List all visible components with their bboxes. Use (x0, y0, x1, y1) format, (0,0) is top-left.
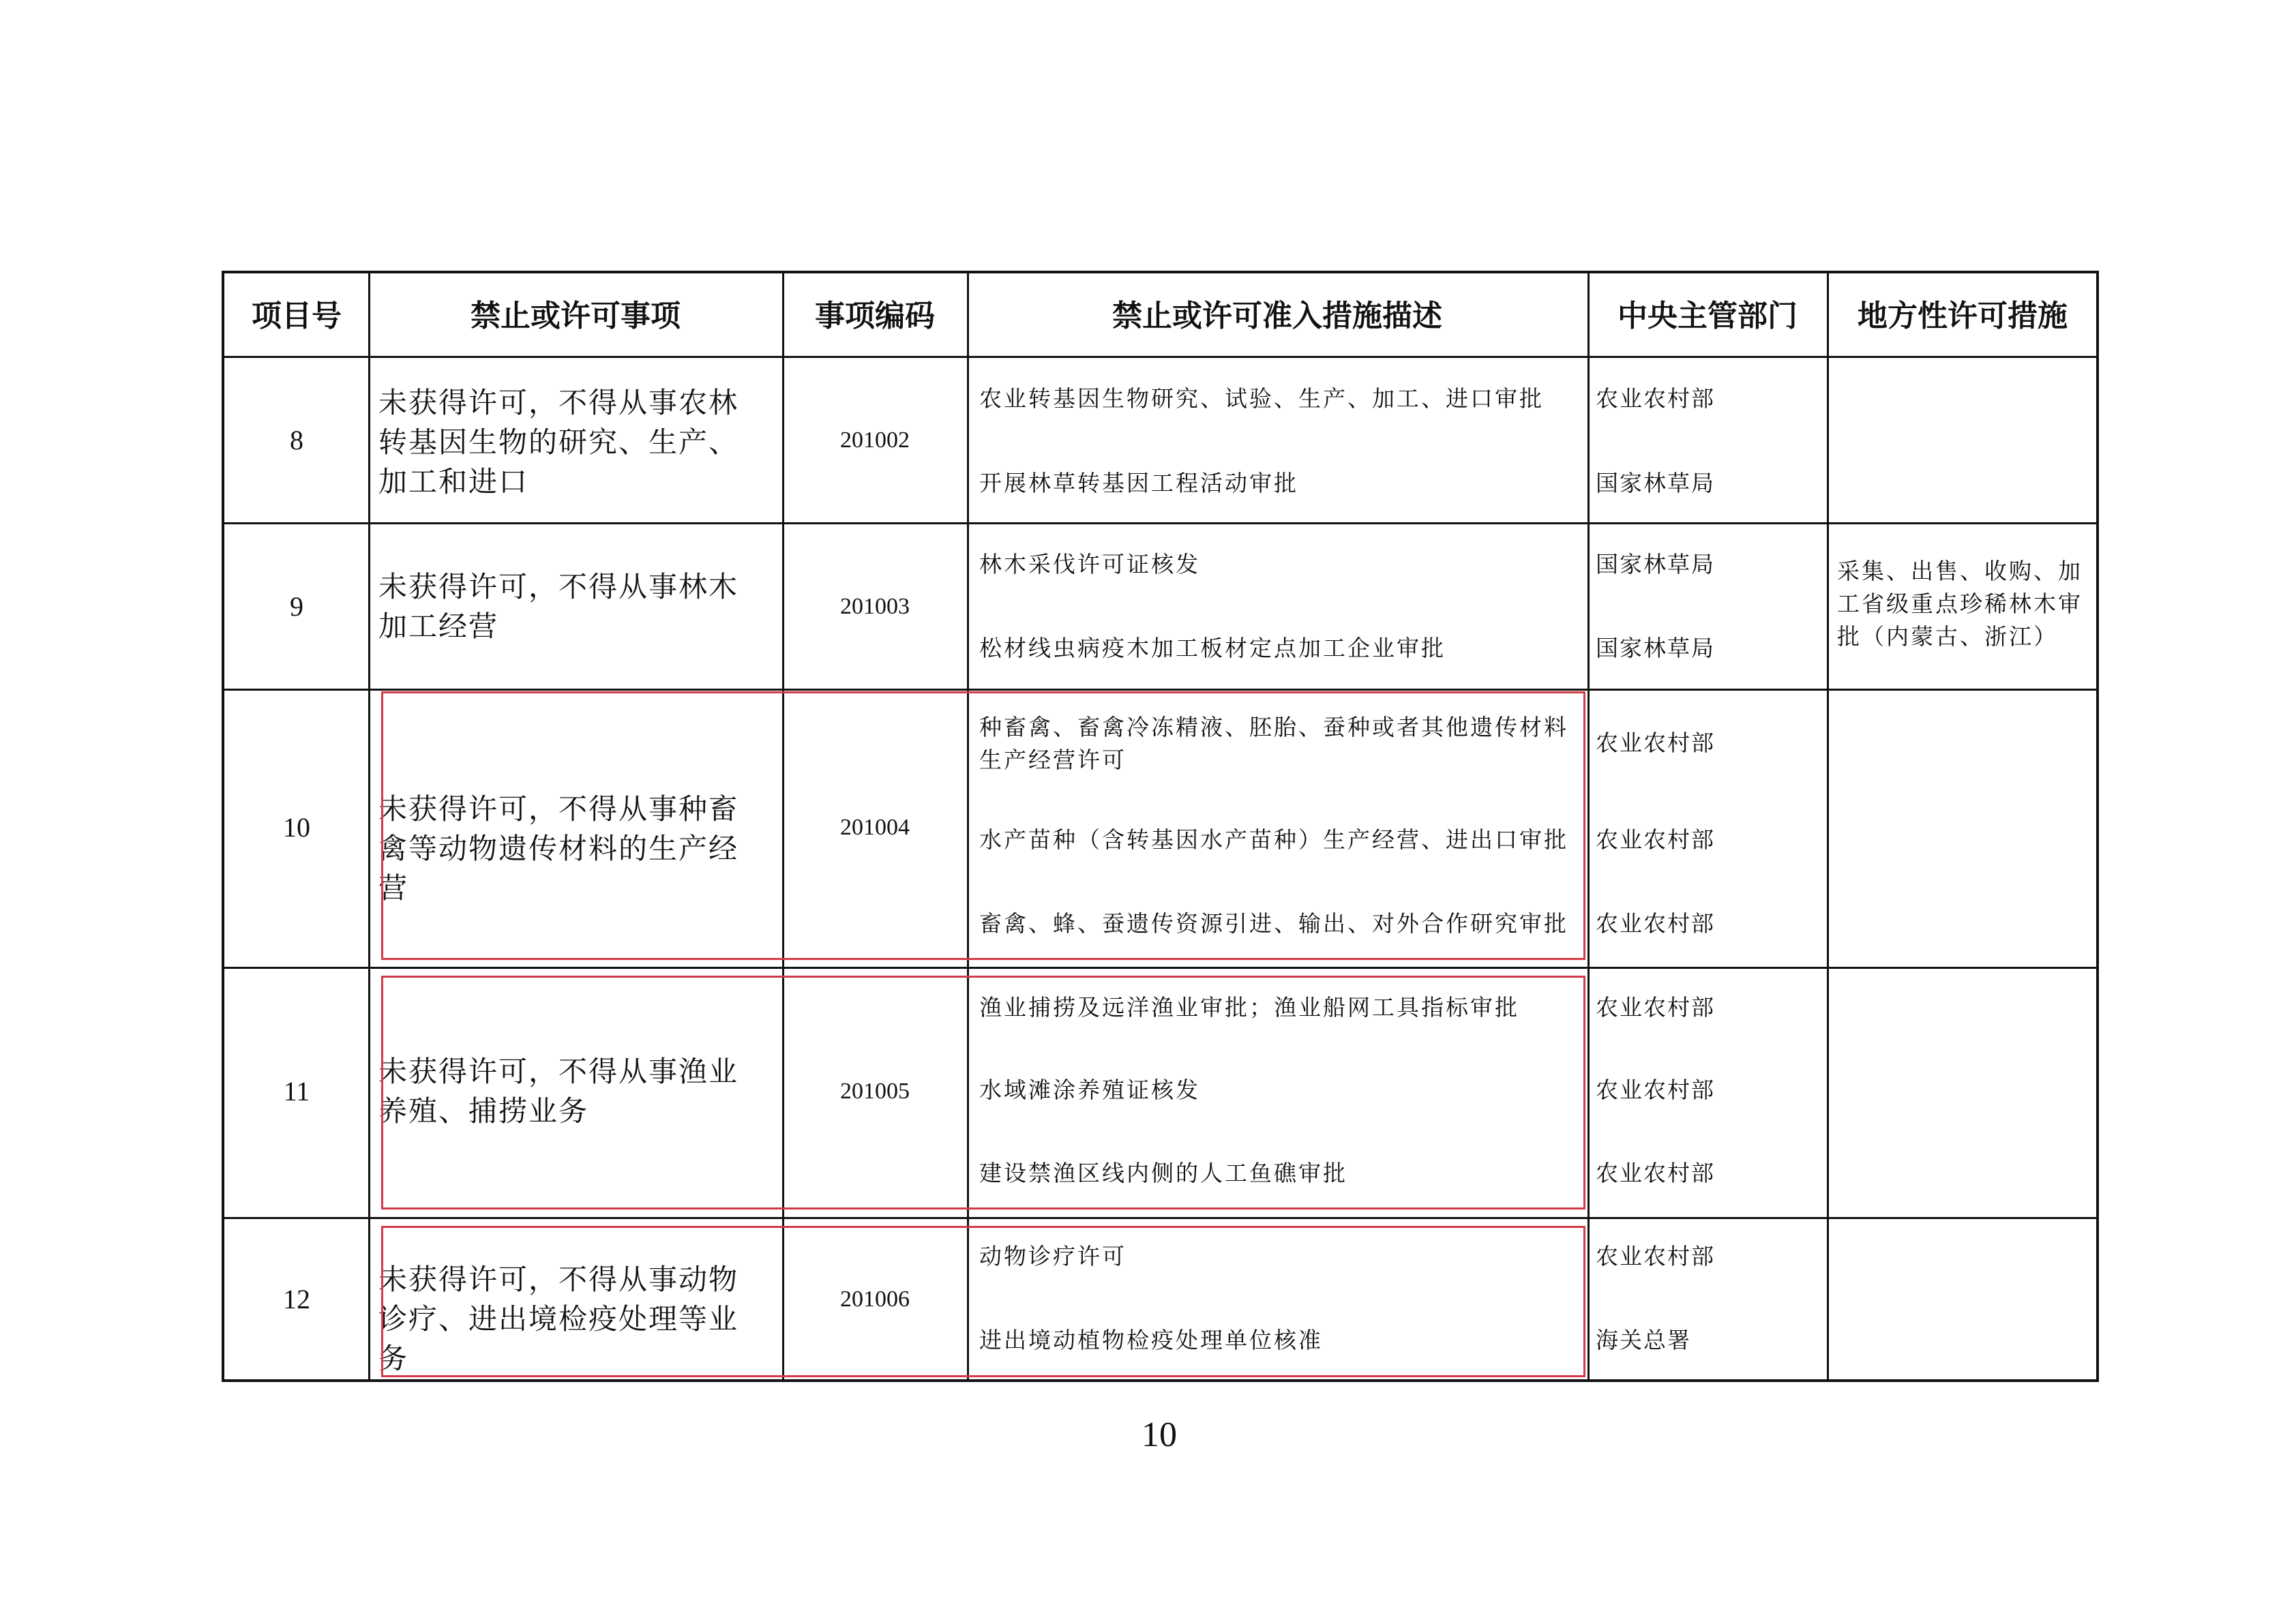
header-permit-item: 禁止或许可事项 (471, 299, 681, 333)
central-department: 国家林草局 (1596, 635, 1715, 661)
measure-description: 渔业捕捞及远洋渔业审批；渔业船网工具指标审批 (979, 994, 1519, 1021)
measure-description: 水域滩涂养殖证核发 (979, 1077, 1200, 1103)
central-department: 农业农村部 (1596, 826, 1715, 853)
column-divider (1587, 273, 1590, 1379)
central-department: 农业农村部 (1596, 1077, 1715, 1103)
header-local-measures: 地方性许可措施 (1858, 299, 2068, 333)
measure-description: 建设禁渔区线内侧的人工鱼礁审批 (979, 1160, 1347, 1186)
measure-description: 进出境动植物检疫处理单位核准 (979, 1327, 1323, 1353)
row-number: 9 (290, 591, 303, 622)
header-central-department: 中央主管部门 (1617, 299, 1798, 333)
item-code: 201005 (840, 1079, 910, 1104)
central-department: 农业农村部 (1596, 994, 1715, 1021)
row-number: 10 (283, 812, 310, 843)
measure-description: 林木采伐许可证核发 (979, 551, 1200, 577)
column-divider (1827, 273, 1829, 1379)
item-code: 201006 (840, 1287, 910, 1312)
measure-description: 松材线虫病疫木加工板材定点加工企业审批 (979, 635, 1446, 661)
item-code: 201004 (840, 815, 910, 840)
permit-item-text: 未获得许可，不得从事林木加工经营 (378, 570, 739, 643)
central-department: 农业农村部 (1596, 910, 1715, 937)
central-department: 农业农村部 (1596, 1243, 1715, 1270)
measure-description: 开展林草转基因工程活动审批 (979, 470, 1298, 496)
local-permit-measure: 采集、出售、收购、加工省级重点珍稀林木审批（内蒙古、浙江） (1837, 558, 2083, 650)
row-divider (224, 689, 2096, 691)
central-department: 农业农村部 (1596, 1160, 1715, 1186)
item-code: 201003 (840, 594, 910, 619)
central-department: 海关总署 (1596, 1327, 1691, 1353)
measure-description: 农业转基因生物研究、试验、生产、加工、进口审批 (979, 385, 1544, 412)
permit-item-text: 未获得许可，不得从事动物诊疗、进出境检疫处理等业务 (378, 1263, 739, 1375)
permit-item-text: 未获得许可，不得从事种畜禽等动物遗传材料的生产经营 (378, 792, 739, 905)
header-project-number: 项目号 (252, 299, 342, 333)
row-number: 8 (290, 425, 303, 455)
permit-item-text: 未获得许可，不得从事农林转基因生物的研究、生产、加工和进口 (378, 386, 739, 498)
header-measure-description: 禁止或许可准入措施描述 (1112, 299, 1442, 333)
highlight-box-row-12 (381, 1226, 1585, 1377)
item-code: 201002 (840, 427, 910, 453)
row-divider (224, 967, 2096, 969)
highlight-box-row-10 (381, 691, 1585, 960)
central-department: 国家林草局 (1596, 551, 1715, 577)
column-divider (368, 273, 370, 1379)
row-number: 11 (283, 1076, 310, 1107)
row-divider (224, 522, 2096, 524)
measure-description: 动物诊疗许可 (979, 1243, 1127, 1270)
header-item-code: 事项编码 (815, 299, 935, 333)
highlight-box-row-11 (381, 976, 1585, 1210)
central-department: 农业农村部 (1596, 385, 1715, 412)
permit-item-text: 未获得许可，不得从事渔业养殖、捕捞业务 (378, 1055, 739, 1128)
permit-table (222, 271, 2099, 1382)
page-number: 10 (1142, 1415, 1177, 1454)
row-number: 12 (283, 1284, 310, 1315)
measure-description: 畜禽、蜂、蚕遗传资源引进、输出、对外合作研究审批 (979, 910, 1568, 937)
central-department: 农业农村部 (1596, 730, 1715, 756)
central-department: 国家林草局 (1596, 470, 1715, 496)
measure-description: 水产苗种（含转基因水产苗种）生产经营、进出口审批 (979, 826, 1568, 853)
measure-description: 种畜禽、畜禽冷冻精液、胚胎、蚕种或者其他遗传材料生产经营许可 (979, 714, 1568, 773)
row-divider (224, 356, 2096, 358)
row-divider (224, 1217, 2096, 1219)
